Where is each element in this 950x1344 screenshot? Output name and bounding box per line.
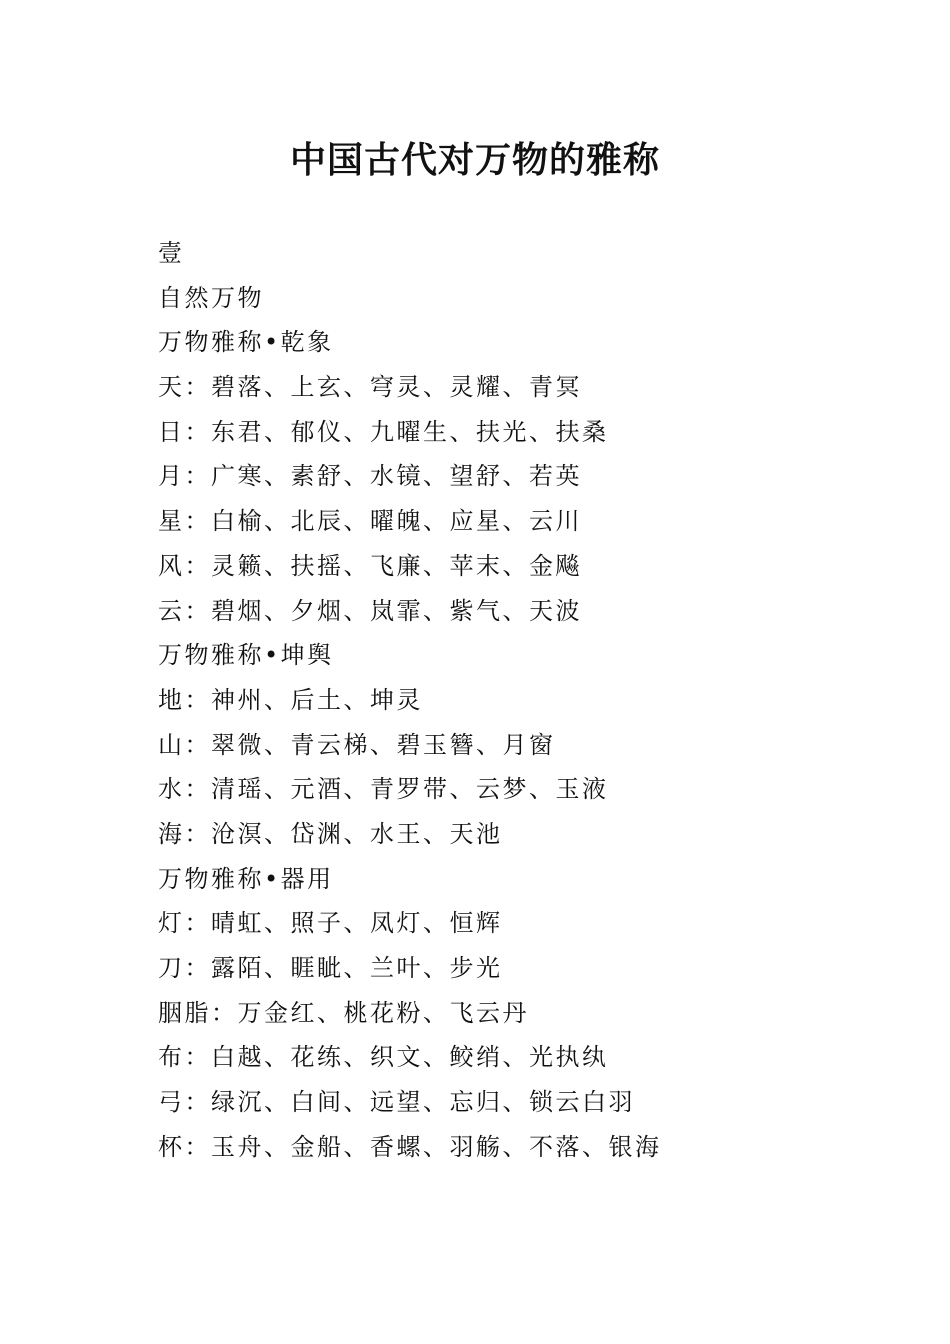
entry-moon: 月：广寒、素舒、水镜、望舒、若英	[158, 462, 582, 491]
entry-lamp: 灯：晴虹、照子、凤灯、恒辉	[158, 909, 503, 938]
entry-cloud: 云：碧烟、夕烟、岚霏、紫气、天波	[158, 596, 582, 625]
entry-cloth: 布：白越、花练、织文、鲛绡、光执纨	[158, 1043, 609, 1072]
subsection-heading-kunyu: 万物雅称•坤舆	[158, 641, 334, 670]
entry-sky: 天：碧落、上玄、穹灵、灵耀、青冥	[158, 373, 582, 402]
entry-mountain: 山：翠微、青云梯、碧玉簪、月窗	[158, 730, 556, 759]
entry-earth: 地：神州、后土、坤灵	[158, 685, 423, 714]
entry-bow: 弓：绿沉、白间、远望、忘归、锁云白羽	[158, 1088, 635, 1117]
entry-water: 水：清瑶、元酒、青罗带、云梦、玉液	[158, 775, 609, 804]
entry-sun: 日：东君、郁仪、九曜生、扶光、扶桑	[158, 417, 609, 446]
entry-cup: 杯：玉舟、金船、香螺、羽觞、不落、银海	[158, 1132, 662, 1161]
entry-wind: 风：灵籁、扶摇、飞廉、苹末、金飚	[158, 551, 582, 580]
subsection-heading-qiyong: 万物雅称•器用	[158, 864, 334, 893]
document-body	[158, 231, 798, 1169]
entry-knife: 刀：露陌、睚眦、兰叶、步光	[158, 954, 503, 982]
section-number: 壹	[158, 239, 185, 267]
section-heading: 自然万物	[158, 283, 264, 312]
subsection-heading-qianxiang: 万物雅称•乾象	[158, 328, 334, 357]
document-title: 中国古代对万物的雅称	[289, 139, 660, 181]
entry-sea: 海：沧溟、岱渊、水王、天池	[158, 819, 503, 848]
entry-star: 星：白榆、北辰、曜魄、应星、云川	[158, 507, 582, 536]
entry-rouge: 胭脂：万金红、桃花粉、飞云丹	[158, 998, 529, 1027]
